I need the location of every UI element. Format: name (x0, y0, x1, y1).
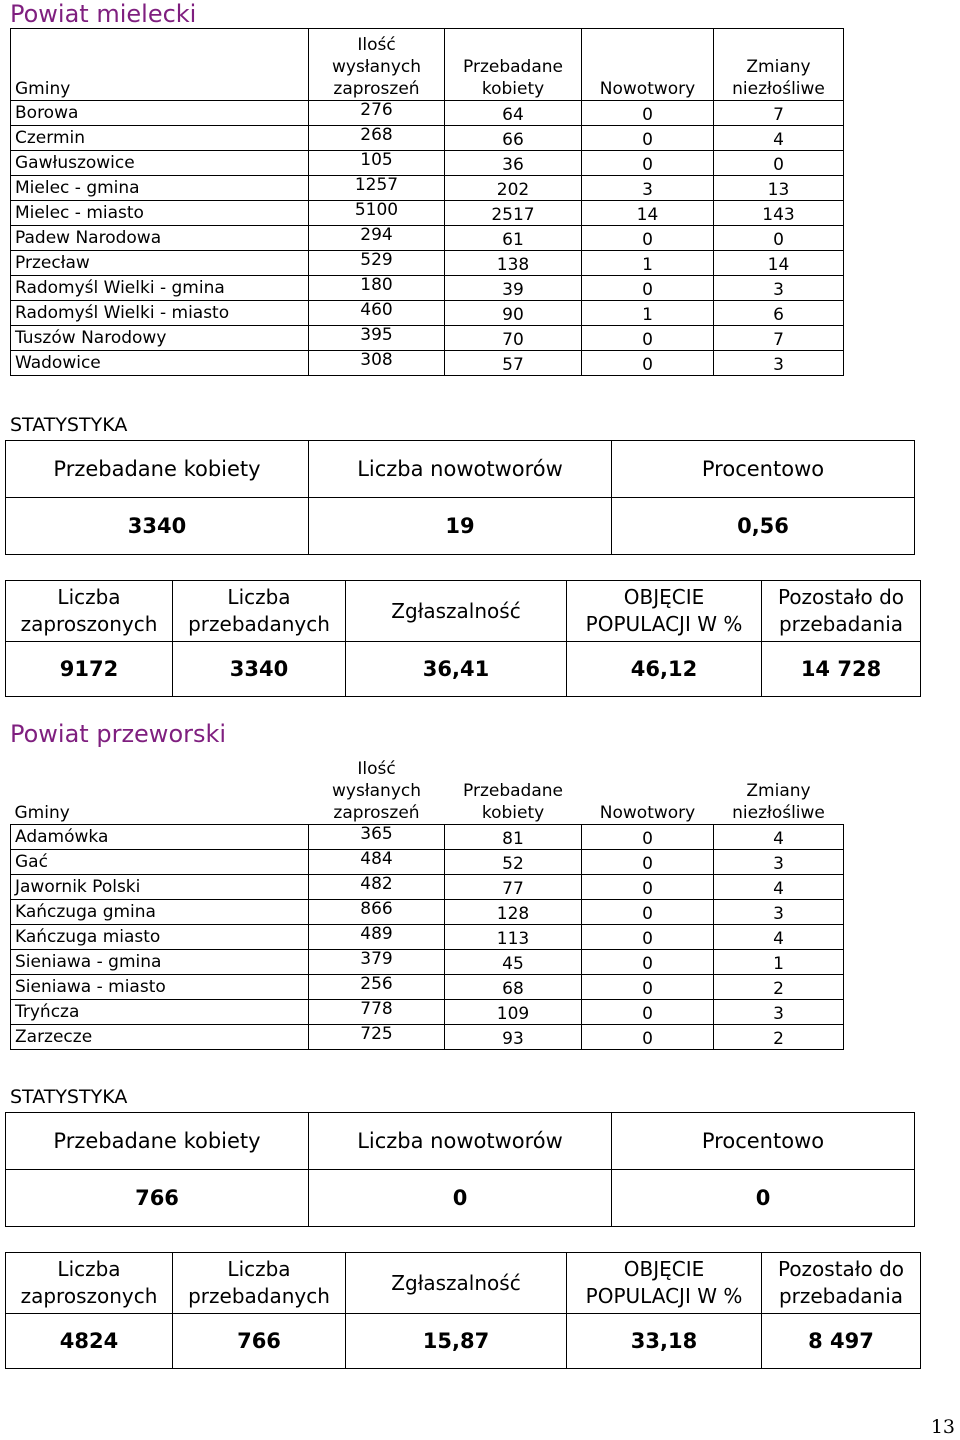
zmiany-cell: 6 (714, 301, 844, 326)
population-table (5, 580, 921, 697)
zmiany-cell: 7 (714, 101, 844, 126)
table-row (11, 126, 844, 151)
zaproszen-cell: 395 (309, 326, 445, 351)
zaproszen-cell: 256 (309, 974, 445, 999)
population-value-row (6, 1314, 921, 1369)
zaproszen-cell: 482 (309, 874, 445, 899)
table-row (11, 874, 844, 899)
table-row (11, 276, 844, 301)
kobiety-cell: 70 (445, 326, 582, 351)
section-title: Powiat mielecki (10, 0, 197, 28)
kobiety-cell: 93 (445, 1024, 582, 1049)
gmina-name-cell: Gać (11, 849, 309, 874)
pop-header-zaproszonych: Liczba zaproszonych (6, 581, 173, 642)
zmiany-cell: 3 (714, 849, 844, 874)
stats-header-nowotworow: Liczba nowotworów (309, 441, 612, 498)
table-row (11, 351, 844, 376)
zaproszen-cell: 778 (309, 999, 445, 1024)
nowotwory-cell: 0 (582, 999, 714, 1024)
zaproszen-cell: 268 (309, 126, 445, 151)
zaproszen-cell: 489 (309, 924, 445, 949)
table-row (11, 176, 844, 201)
zmiany-cell: 3 (714, 999, 844, 1024)
table-row (11, 949, 844, 974)
zmiany-cell: 1 (714, 949, 844, 974)
kobiety-cell: 61 (445, 226, 582, 251)
kobiety-cell: 45 (445, 949, 582, 974)
section-title: Powiat przeworski (10, 720, 227, 748)
pop-header-pozostalo: Pozostało do przebadania (762, 581, 921, 642)
gmina-name-cell: Kańczuga gmina (11, 899, 309, 924)
stats-value-przebadane: 3340 (6, 498, 309, 555)
nowotwory-cell: 0 (582, 326, 714, 351)
stats-header-row (6, 441, 915, 498)
population-header-row (6, 1253, 921, 1314)
pop-value-zaproszonych: 4824 (6, 1314, 173, 1369)
table-row (11, 899, 844, 924)
pop-header-zaproszonych: Liczba zaproszonych (6, 1253, 173, 1314)
table-row (11, 101, 844, 126)
table-row (11, 251, 844, 276)
pop-value-pozostalo: 8 497 (762, 1314, 921, 1369)
zaproszen-cell: 5100 (309, 201, 445, 226)
zmiany-cell: 4 (714, 824, 844, 849)
kobiety-cell: 138 (445, 251, 582, 276)
pop-value-objecie: 33,18 (567, 1314, 762, 1369)
table-row (11, 326, 844, 351)
gmina-name-cell: Padew Narodowa (11, 226, 309, 251)
zaproszen-cell: 484 (309, 849, 445, 874)
nowotwory-cell: 0 (582, 899, 714, 924)
table-row (11, 201, 844, 226)
table-row (11, 226, 844, 251)
zaproszen-cell: 866 (309, 899, 445, 924)
stats-value-row (6, 1170, 915, 1227)
zaproszen-cell: 365 (309, 824, 445, 849)
stat-heading: STATYSTYKA (10, 414, 128, 436)
gmina-name-cell: Zarzecze (11, 1024, 309, 1049)
gmina-name-cell: Borowa (11, 101, 309, 126)
table-row (11, 849, 844, 874)
nowotwory-cell: 0 (582, 974, 714, 999)
gmina-name-cell: Gawłuszowice (11, 151, 309, 176)
kobiety-cell: 202 (445, 176, 582, 201)
zaproszen-cell: 276 (309, 101, 445, 126)
pop-value-zglaszalnosc: 15,87 (346, 1314, 567, 1369)
kobiety-cell: 2517 (445, 201, 582, 226)
population-value-row (6, 642, 921, 697)
nowotwory-cell: 0 (582, 1024, 714, 1049)
gmina-name-cell: Tryńcza (11, 999, 309, 1024)
stats-value-procentowo: 0,56 (612, 498, 915, 555)
nowotwory-cell: 0 (582, 874, 714, 899)
population-table (5, 1252, 921, 1369)
table-row (11, 999, 844, 1024)
pop-value-zglaszalnosc: 36,41 (346, 642, 567, 697)
header-zmiany: Zmiany niezłośliwe (714, 29, 844, 101)
stats-value-przebadane: 766 (6, 1170, 309, 1227)
pop-header-objecie: OBJĘCIE POPULACJI W % (567, 1253, 762, 1314)
zmiany-cell: 4 (714, 874, 844, 899)
gmina-name-cell: Kańczuga miasto (11, 924, 309, 949)
nowotwory-cell: 0 (582, 226, 714, 251)
gmina-name-cell: Jawornik Polski (11, 874, 309, 899)
pop-value-pozostalo: 14 728 (762, 642, 921, 697)
table-header-row (11, 29, 844, 101)
kobiety-cell: 52 (445, 849, 582, 874)
nowotwory-cell: 0 (582, 849, 714, 874)
header-kobiety: Przebadane kobiety (445, 29, 582, 101)
page-number: 13 (930, 1416, 955, 1438)
zaproszen-cell: 725 (309, 1024, 445, 1049)
table-header-row (11, 752, 844, 824)
nowotwory-cell: 1 (582, 251, 714, 276)
pop-value-zaproszonych: 9172 (6, 642, 173, 697)
nowotwory-cell: 0 (582, 351, 714, 376)
stats-header-nowotworow: Liczba nowotworów (309, 1113, 612, 1170)
pop-header-zglaszalnosc: Zgłaszalność (346, 581, 567, 642)
gmina-name-cell: Sieniawa - miasto (11, 974, 309, 999)
pop-value-przebadanych: 766 (173, 1314, 346, 1369)
kobiety-cell: 64 (445, 101, 582, 126)
zaproszen-cell: 180 (309, 276, 445, 301)
table-row (11, 1024, 844, 1049)
stats-table (5, 440, 915, 555)
stats-header-procentowo: Procentowo (612, 1113, 915, 1170)
gmina-table (10, 28, 844, 376)
gmina-table (10, 752, 844, 1050)
zmiany-cell: 13 (714, 176, 844, 201)
gmina-name-cell: Mielec - miasto (11, 201, 309, 226)
gmina-name-cell: Radomyśl Wielki - gmina (11, 276, 309, 301)
header-zaproszen: Ilość wysłanych zaproszeń (331, 758, 422, 823)
gmina-name-cell: Radomyśl Wielki - miasto (11, 301, 309, 326)
table-row (11, 824, 844, 849)
header-zaproszen: Ilość wysłanych zaproszeń (309, 29, 445, 101)
kobiety-cell: 77 (445, 874, 582, 899)
nowotwory-cell: 1 (582, 301, 714, 326)
stats-header-procentowo: Procentowo (612, 441, 915, 498)
kobiety-cell: 81 (445, 824, 582, 849)
kobiety-cell: 90 (445, 301, 582, 326)
table-row (11, 151, 844, 176)
kobiety-cell: 66 (445, 126, 582, 151)
kobiety-cell: 39 (445, 276, 582, 301)
population-header-row (6, 581, 921, 642)
nowotwory-cell: 14 (582, 201, 714, 226)
stats-table (5, 1112, 915, 1227)
gmina-name-cell: Przecław (11, 251, 309, 276)
stat-heading: STATYSTYKA (10, 1086, 128, 1108)
nowotwory-cell: 0 (582, 151, 714, 176)
zmiany-cell: 3 (714, 276, 844, 301)
stats-value-row (6, 498, 915, 555)
zaproszen-cell: 294 (309, 226, 445, 251)
kobiety-cell: 36 (445, 151, 582, 176)
table-row (11, 924, 844, 949)
zaproszen-cell: 105 (309, 151, 445, 176)
pop-value-przebadanych: 3340 (173, 642, 346, 697)
zmiany-cell: 3 (714, 351, 844, 376)
header-zmiany: Zmiany niezłośliwe (732, 780, 825, 823)
nowotwory-cell: 3 (582, 176, 714, 201)
kobiety-cell: 57 (445, 351, 582, 376)
zmiany-cell: 4 (714, 924, 844, 949)
header-gminy: Gminy (11, 29, 309, 101)
table-row (11, 301, 844, 326)
nowotwory-cell: 0 (582, 824, 714, 849)
gmina-name-cell: Adamówka (11, 824, 309, 849)
kobiety-cell: 113 (445, 924, 582, 949)
zmiany-cell: 143 (714, 201, 844, 226)
zaproszen-cell: 308 (309, 351, 445, 376)
pop-header-przebadanych: Liczba przebadanych (173, 1253, 346, 1314)
zmiany-cell: 0 (714, 226, 844, 251)
zmiany-cell: 7 (714, 326, 844, 351)
pop-header-objecie: OBJĘCIE POPULACJI W % (567, 581, 762, 642)
stats-header-przebadane: Przebadane kobiety (6, 441, 309, 498)
header-kobiety: Przebadane kobiety (463, 780, 563, 823)
pop-header-pozostalo: Pozostało do przebadania (762, 1253, 921, 1314)
gmina-name-cell: Mielec - gmina (11, 176, 309, 201)
nowotwory-cell: 0 (582, 276, 714, 301)
nowotwory-cell: 0 (582, 101, 714, 126)
gmina-name-cell: Sieniawa - gmina (11, 949, 309, 974)
zmiany-cell: 2 (714, 1024, 844, 1049)
nowotwory-cell: 0 (582, 924, 714, 949)
header-nowotwory: Nowotwory (599, 802, 696, 823)
pop-header-zglaszalnosc: Zgłaszalność (346, 1253, 567, 1314)
gmina-name-cell: Czermin (11, 126, 309, 151)
zaproszen-cell: 529 (309, 251, 445, 276)
pop-value-objecie: 46,12 (567, 642, 762, 697)
zmiany-cell: 14 (714, 251, 844, 276)
zmiany-cell: 3 (714, 899, 844, 924)
pop-header-przebadanych: Liczba przebadanych (173, 581, 346, 642)
kobiety-cell: 128 (445, 899, 582, 924)
zmiany-cell: 2 (714, 974, 844, 999)
gmina-name-cell: Tuszów Narodowy (11, 326, 309, 351)
stats-value-procentowo: 0 (612, 1170, 915, 1227)
zmiany-cell: 4 (714, 126, 844, 151)
stats-value-nowotworow: 19 (309, 498, 612, 555)
zaproszen-cell: 1257 (309, 176, 445, 201)
gmina-name-cell: Wadowice (11, 351, 309, 376)
zaproszen-cell: 460 (309, 301, 445, 326)
table-row (11, 974, 844, 999)
kobiety-cell: 68 (445, 974, 582, 999)
header-gminy: Gminy (14, 802, 70, 823)
stats-value-nowotworow: 0 (309, 1170, 612, 1227)
nowotwory-cell: 0 (582, 949, 714, 974)
zmiany-cell: 0 (714, 151, 844, 176)
header-nowotwory: Nowotwory (582, 29, 714, 101)
nowotwory-cell: 0 (582, 126, 714, 151)
stats-header-przebadane: Przebadane kobiety (6, 1113, 309, 1170)
stats-header-row (6, 1113, 915, 1170)
zaproszen-cell: 379 (309, 949, 445, 974)
kobiety-cell: 109 (445, 999, 582, 1024)
